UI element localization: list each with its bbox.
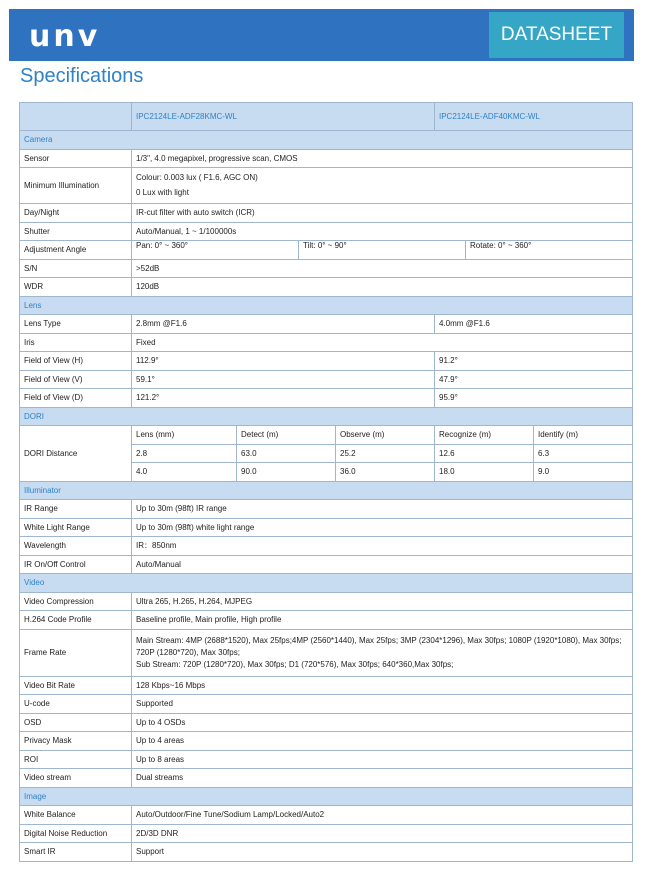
row-value: >52dB [132,259,633,278]
row-value: 91.2° [435,352,633,371]
row-label: Video Compression [20,592,132,611]
row-value: Up to 4 areas [132,732,633,751]
dori-cell: 4.0 [132,463,237,482]
row-value: 2D/3D DNR [132,824,633,843]
min-illum-line: Colour: 0.003 lux ( F1.6, AGC ON) [136,173,258,182]
min-illum-line: 0 Lux with light [136,188,189,197]
row-value: 1/3", 4.0 megapixel, progressive scan, CMOS [132,149,633,168]
row-value: Baseline profile, Main profile, High profile [132,611,633,630]
section-title: Illuminator [20,481,633,500]
frame-rate-main: Main Stream: 4MP (2688*1520), Max 25fps;4MP (2560*1440), Max 25fps; 3MP (2304*1296), Max 30fps; 1080P (1920*1080), Max 30fps; 720P (1280*720), Max 30fps; [136,635,622,657]
row-label: Digital Noise Reduction [20,824,132,843]
row-value: Auto/Outdoor/Fine Tune/Sodium Lamp/Locked/Auto2 [132,806,633,825]
row-value: Auto/Manual, 1 ~ 1/100000s [132,222,633,241]
dori-cell: 12.6 [435,444,534,463]
dori-cell: 9.0 [534,463,633,482]
tilt-value: Tilt: 0° ~ 90° [299,241,466,259]
section-title: Image [20,787,633,806]
row-value: 120dB [132,278,633,297]
rotate-value: Rotate: 0° ~ 360° [470,241,532,250]
row-label: Smart IR [20,843,132,862]
row-label: Day/Night [20,204,132,223]
row-value: 121.2° [132,389,435,408]
row-label: White Light Range [20,518,132,537]
row-value: Up to 30m (98ft) IR range [132,500,633,519]
row-value: IR-cut filter with auto switch (ICR) [132,204,633,223]
row-value [132,241,633,260]
dori-cell: 63.0 [237,444,336,463]
frame-rate-sub: Sub Stream: 720P (1280*720), Max 30fps; D1 (720*576), Max 30fps; 640*360,Max 30fps; [136,659,454,669]
dori-cell: 36.0 [336,463,435,482]
row-label: Video stream [20,769,132,788]
model-name: IPC2124LE-ADF40KMC-WL [435,103,633,131]
dori-cell: 6.3 [534,444,633,463]
row-value: IR：850nm [132,537,633,556]
row-value: Up to 4 OSDs [132,713,633,732]
row-label: U-code [20,695,132,714]
dori-header: Recognize (m) [435,426,534,445]
row-value: 128 Kbps~16 Mbps [132,676,633,695]
row-label: Adjustment Angle [20,241,132,260]
row-value: Ultra 265, H.265, H.264, MJPEG [132,592,633,611]
model-header-row [20,103,633,131]
section-title: DORI [20,407,633,426]
section-title: Lens [20,296,633,315]
row-label: DORI Distance [20,426,132,482]
row-label: S/N [20,259,132,278]
row-value: Supported [132,695,633,714]
row-value: 112.9° [132,352,435,371]
section-title: Camera [20,131,633,150]
row-label: Field of View (V) [20,370,132,389]
dori-cell: 25.2 [336,444,435,463]
row-label: IR Range [20,500,132,519]
dori-cell: 18.0 [435,463,534,482]
empty-header-cell [20,103,132,131]
pan-value: Pan: 0° ~ 360° [132,241,299,259]
row-label: Minimum Illumination [20,168,132,204]
row-value [132,168,633,204]
row-label: Iris [20,333,132,352]
row-label: Lens Type [20,315,132,334]
section-title: Video [20,574,633,593]
model-name: IPC2124LE-ADF28KMC-WL [132,103,435,131]
header-bar [9,9,634,61]
row-value: Fixed [132,333,633,352]
row-label: ROI [20,750,132,769]
unv-logo: unv [29,19,101,54]
row-value: Dual streams [132,769,633,788]
row-value: Up to 30m (98ft) white light range [132,518,633,537]
row-label: White Balance [20,806,132,825]
row-value: Auto/Manual [132,555,633,574]
page-title: Specifications [20,65,144,87]
row-value: 95.9° [435,389,633,408]
row-label: Field of View (H) [20,352,132,371]
row-value: 47.9° [435,370,633,389]
row-label: H.264 Code Profile [20,611,132,630]
row-value: Support [132,843,633,862]
row-value [132,629,633,676]
row-label: WDR [20,278,132,297]
dori-cell: 90.0 [237,463,336,482]
row-label: Sensor [20,149,132,168]
dori-header: Detect (m) [237,426,336,445]
row-label: Privacy Mask [20,732,132,751]
row-label: IR On/Off Control [20,555,132,574]
datasheet-badge: DATASHEET [489,12,624,58]
row-label: Frame Rate [20,629,132,676]
row-value: 2.8mm @F1.6 [132,315,435,334]
row-label: Video Bit Rate [20,676,132,695]
row-label: Field of View (D) [20,389,132,408]
row-value: 59.1° [132,370,435,389]
row-label: Wavelength [20,537,132,556]
row-value: 4.0mm @F1.6 [435,315,633,334]
row-label: Shutter [20,222,132,241]
dori-header: Observe (m) [336,426,435,445]
spec-table [19,102,633,862]
dori-cell: 2.8 [132,444,237,463]
row-label: OSD [20,713,132,732]
row-value: Up to 8 areas [132,750,633,769]
dori-header: Lens (mm) [132,426,237,445]
dori-header: Identify (m) [534,426,633,445]
